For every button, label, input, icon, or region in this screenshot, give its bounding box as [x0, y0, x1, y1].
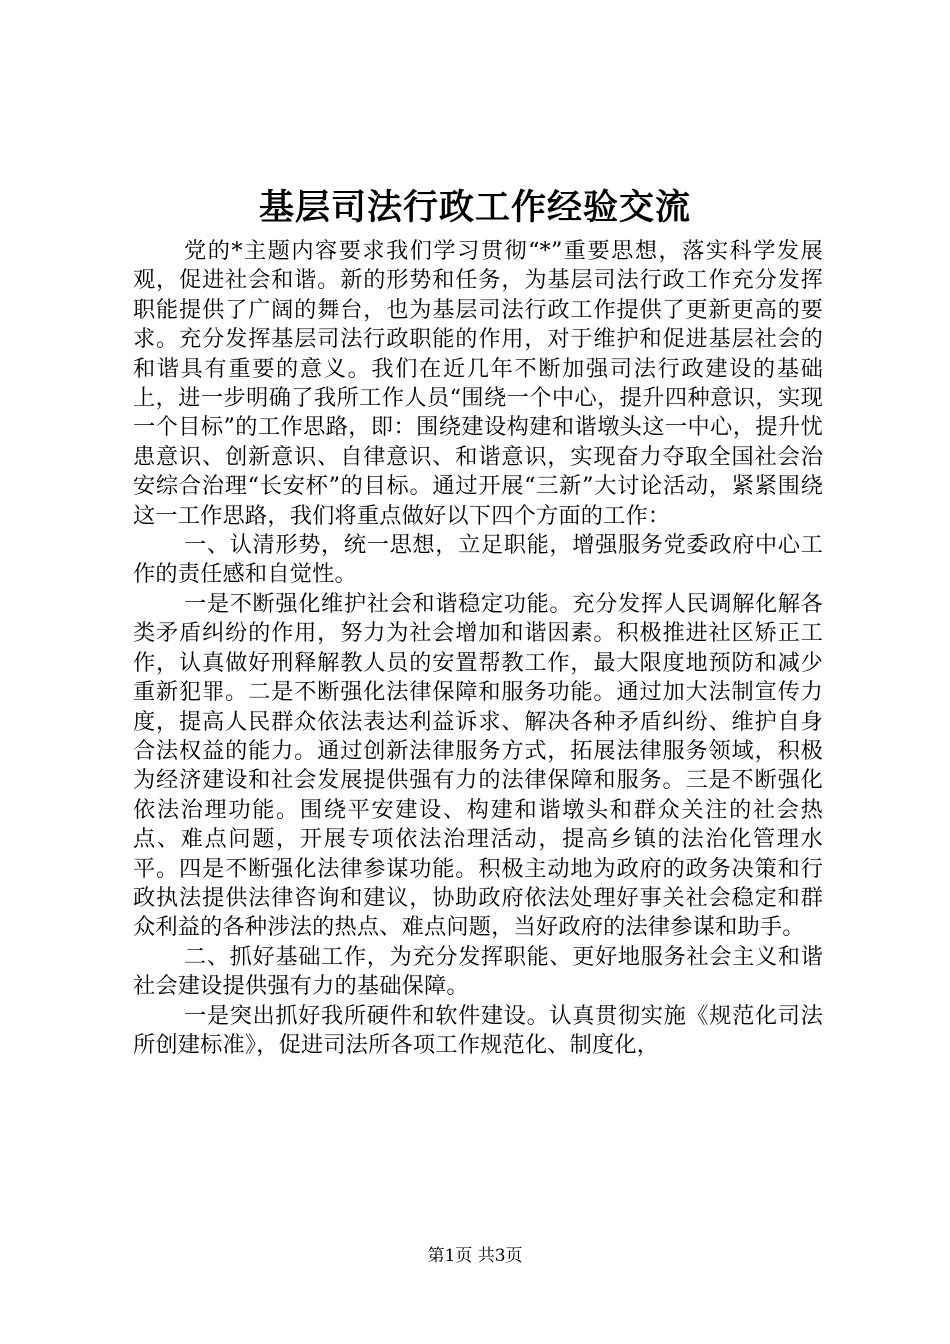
document-title: 基层司法行政工作经验交流	[258, 187, 691, 228]
paragraph-intro: 党的*主题内容要求我们学习贯彻“*”重要思想，落实科学发展观，促进社会和谐。新的形势和任务，为基层司法行政工作充分发挥职能提供了广阔的舞台，也为基层司法行政工作提供了更新更高的要求。充分发挥基层司法行政职能的作用，对于维护和促进基层社会的和谐具有重要的意义。我们在近几年不断加强司法行政建设的基础上，进一步明确了我所工作人员“围绕一个中心，提升四种意识，实现一个目标”的工作思路，即：围绕建设构建和谐墩头这一中心，提升忧患意识、创新意识、自律意识、和谐意识，实现奋力夺取全国社会治安综合治理“长安杯”的目标。通过开展“三新”大讨论活动，紧紧围绕这一工作思路，我们将重点做好以下四个方面的工作：	[133, 238, 823, 529]
paragraph-section-one-heading: 一、认清形势，统一思想，立足职能，增强服务党委政府中心工作的责任感和自觉性。	[133, 532, 823, 588]
document-body	[133, 237, 823, 1060]
page-footer	[0, 1244, 950, 1268]
paragraph-section-one-body: 一是不断强化维护社会和谐稳定功能。充分发挥人民调解化解各类矛盾纠纷的作用，努力为社会增加和谐因素。积极推进社区矫正工作，认真做好刑释解教人员的安置帮教工作，最大限度地预防和减少重新犯罪。二是不断强化法律保障和服务功能。通过加大法制宣传力度，提高人民群众依法表达利益诉求、解决各种矛盾纠纷、维护自身合法权益的能力。通过创新法律服务方式，拓展法律服务领域，积极为经济建设和社会发展提供强有力的法律保障和服务。三是不断强化依法治理功能。围绕平安建设、构建和谐墩头和群众关注的社会热点、难点问题，开展专项依法治理活动，提高乡镇的法治化管理水平。四是不断强化法律参谋功能。积极主动地为政府的政务决策和行政执法提供法律咨询和建议，协助政府依法处理好事关社会稳定和群众利益的各种涉法的热点、难点问题，当好政府的法律参谋和助手。	[133, 590, 823, 941]
paragraph-section-two-heading: 二、抓好基础工作，为充分发挥职能、更好地服务社会主义和谐社会建设提供强有力的基础保障。	[133, 943, 823, 1000]
page-number-indicator: 第1页 共3页	[427, 1246, 523, 1266]
paragraph-section-two-body: 一是突出抓好我所硬件和软件建设。认真贯彻实施《规范化司法所创建标准》，促进司法所各项工作规范化、制度化，	[133, 1002, 823, 1058]
